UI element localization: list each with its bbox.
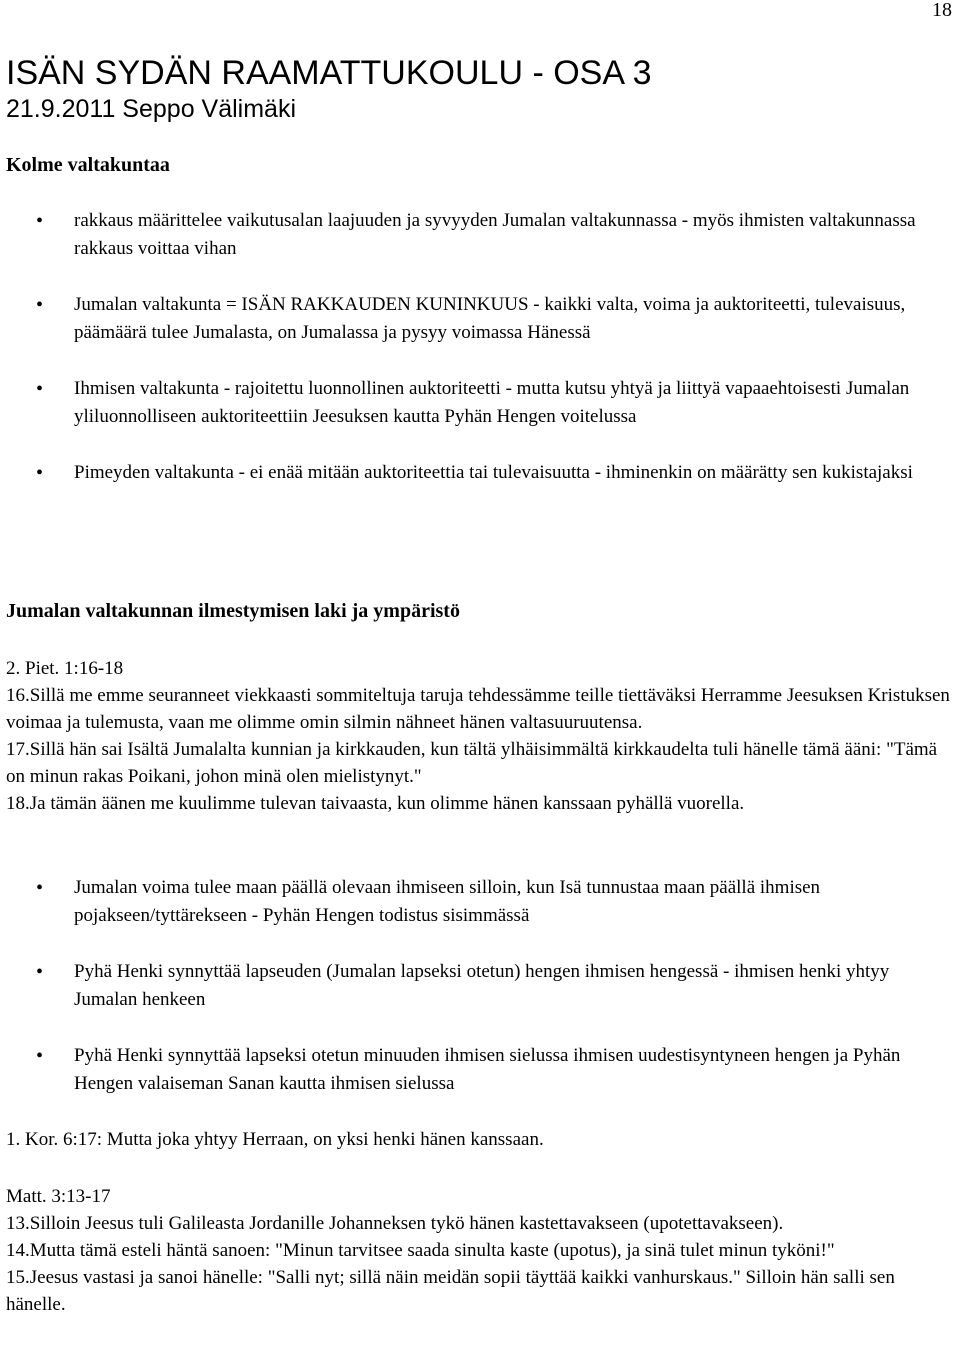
list-item (0, 1042, 954, 1098)
scripture-matt (6, 1183, 956, 1318)
list-item (0, 459, 954, 487)
list-item (0, 375, 954, 431)
list-item (0, 958, 954, 1014)
holy-spirit-bullet-list (0, 874, 960, 1098)
bullet-icon: • (36, 961, 44, 983)
scripture-verse: 17.Sillä hän sai Isältä Jumalalta kunnian ja kirkkauden, kun tältä ylhäisimmältä kirkkaudelta tuli hänelle tämä ääni: "Tämä on minun rakas Poikani, johon minä olen mielistynyt." (6, 739, 938, 787)
list-item-text: rakkaus määrittelee vaikutusalan laajuuden ja syvyyden Jumalan valtakunnassa - myös ihmisten valtakunnassa rakkaus voittaa vihan (74, 210, 916, 259)
bullet-icon: • (36, 1045, 44, 1067)
list-item-text: Jumalan valtakunta = ISÄN RAKKAUDEN KUNINKUUS - kaikki valta, voima ja auktoriteetti, tulevaisuus, päämäärä tulee Jumalasta, on Jumalassa ja pysyy voimassa Hänessä (74, 294, 906, 343)
bullet-icon: • (36, 378, 44, 400)
kingdoms-bullet-list (0, 207, 960, 487)
section-heading-kolme-valtakuntaa: Kolme valtakuntaa (6, 154, 170, 176)
title-block (6, 52, 652, 124)
list-item-text: Ihmisen valtakunta - rajoitettu luonnollinen auktoriteetti - mutta kutsu yhtyä ja liittyä vapaaehtoisesti Jumalan yliluonnolliseen auktoriteettiin Jeesuksen kautta Pyhän Hengen voitelussa (74, 378, 910, 427)
list-item-text: Pimeyden valtakunta - ei enää mitään auktoriteettia tai tulevaisuutta - ihminenkin on määrätty sen kukistajaksi (74, 462, 913, 483)
list-item (0, 207, 954, 263)
bullet-icon: • (36, 462, 44, 484)
page-number: 18 (932, 0, 952, 21)
list-item-text: Jumalan voima tulee maan päällä olevaan ihmiseen silloin, kun Isä tunnustaa maan päällä ihmisen pojakseen/tyttärekseen - Pyhän Hengen todistus sisimmässä (74, 877, 821, 926)
scripture-2-piet (6, 655, 956, 817)
bullet-icon: • (36, 877, 44, 899)
scripture-verse: 13.Silloin Jeesus tuli Galileasta Jordanille Johanneksen tykö hänen kastettavakseen (upotettavakseen). (6, 1213, 784, 1234)
list-item (0, 874, 954, 930)
document-subtitle: 21.9.2011 Seppo Välimäki (6, 95, 297, 123)
list-item-text: Pyhä Henki synnyttää lapseuden (Jumalan lapseksi otetun) hengen ihmisen hengessä - ihmisen henki yhtyy Jumalan henkeen (74, 961, 890, 1010)
section-heading-ilmestymisen-laki: Jumalan valtakunnan ilmestymisen laki ja ympäristö (6, 600, 460, 622)
scripture-verse: 18.Ja tämän äänen me kuulimme tulevan taivaasta, kun olimme hänen kanssaan pyhällä vuorella. (6, 793, 745, 814)
scripture-verse: 16.Sillä me emme seuranneet viekkaasti sommiteltuja taruja tehdessämme teille tiettäväksi Herramme Jeesuksen Kristuksen voimaa ja tulemusta, vaan me olimme omin silmin nähneet hänen valtasuuruutensa. (6, 685, 950, 733)
scripture-verse: 14.Mutta tämä esteli häntä sanoen: "Minun tarvitsee saada sinulta kaste (upotus), ja sinä tulet minun tyköni!" (6, 1240, 835, 1261)
list-item (0, 291, 954, 347)
scripture-verse: 15.Jeesus vastasi ja sanoi hänelle: "Salli nyt; sillä näin meidän sopii täyttää kaikki vanhurskaus." Silloin hän salli sen hänelle. (6, 1267, 895, 1315)
bullet-icon: • (36, 294, 44, 316)
scripture-reference: Matt. 3:13-17 (6, 1186, 111, 1207)
list-item-text: Pyhä Henki synnyttää lapseksi otetun minuuden ihmisen sielussa ihmisen uudestisyntyneen hengen ja Pyhän Hengen valaiseman Sanan kautta ihmisen sielussa (74, 1045, 901, 1094)
scripture-reference: 2. Piet. 1:16-18 (6, 658, 124, 679)
document-title: ISÄN SYDÄN RAAMATTUKOULU - OSA 3 (6, 54, 652, 92)
bullet-icon: • (36, 210, 44, 232)
scripture-1-kor: 1. Kor. 6:17: Mutta joka yhtyy Herraan, on yksi henki hänen kanssaan. (6, 1129, 544, 1150)
